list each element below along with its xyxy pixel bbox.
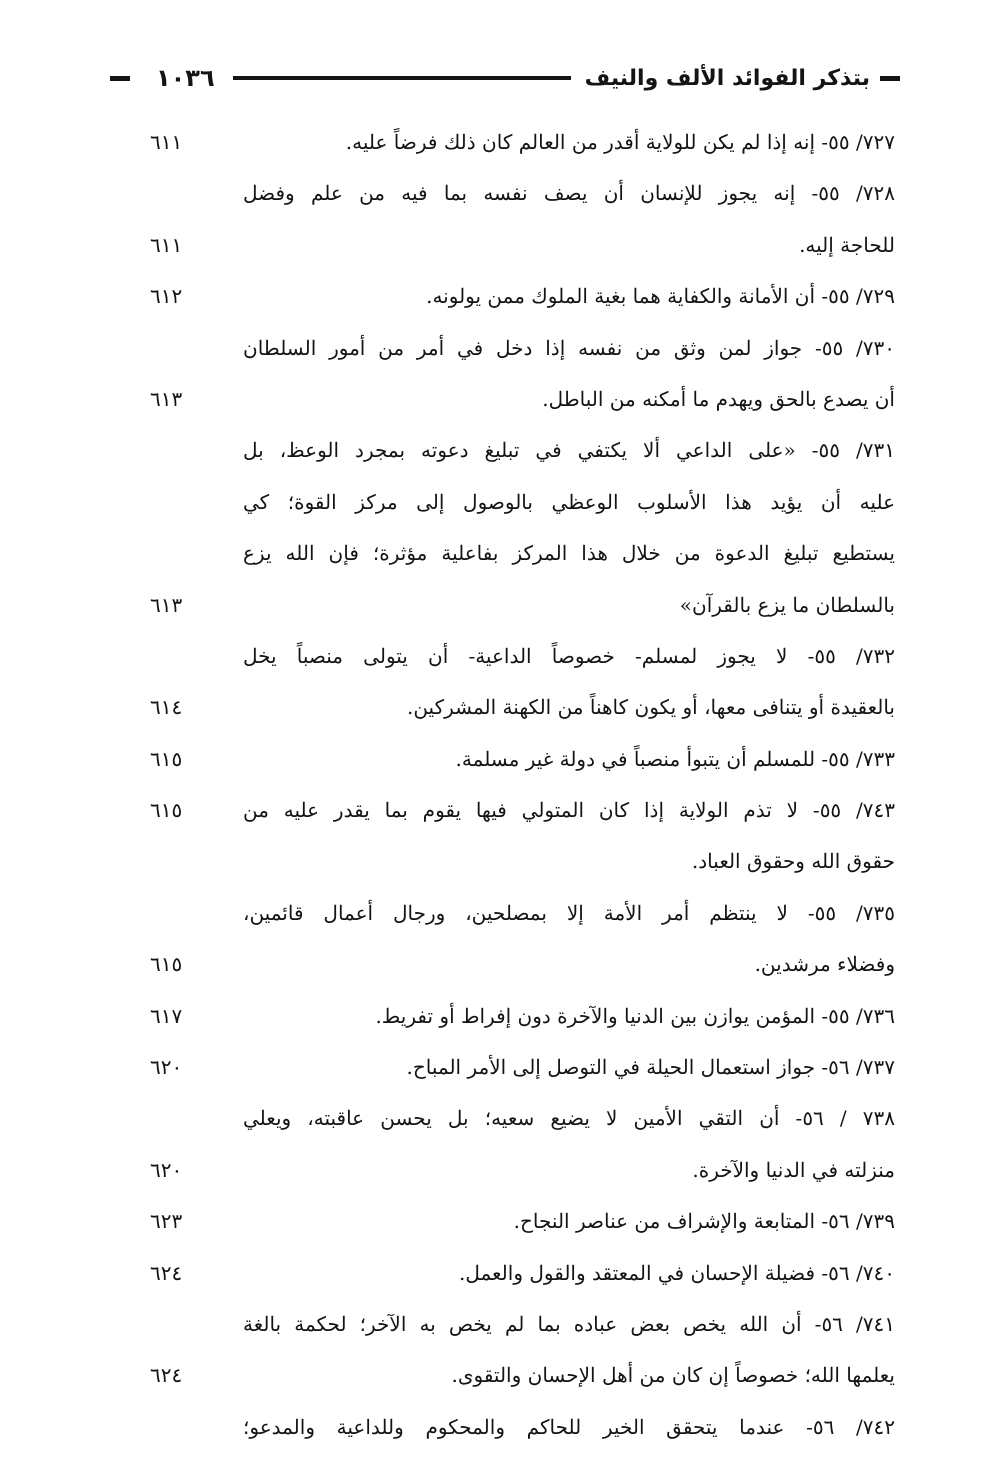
index-line [0,379,1003,430]
page-reference: ٦١١ [150,130,183,154]
index-line [0,122,1003,173]
index-line [0,944,1003,995]
entry-text: ٧٣١/ ٥٥- «على الداعي ألا يكتفي في تبليغ دعوته بمجرد الوعظ، بل [243,438,895,463]
index-line [0,996,1003,1047]
entry-text: عليه أن يؤيد هذا الأسلوب الوعظي بالوصول إلى مركز القوة؛ كي [243,489,895,514]
entry-text: للحاجة إليه. [799,232,895,257]
index-line [0,1047,1003,1098]
page-reference: ٦١٧ [150,1003,183,1028]
index-line [0,739,1003,790]
entry-text: ٧٣٦/ ٥٥- المؤمن يوازن بين الدنيا والآخرة دون إفراط أو تفريط. [375,1003,895,1028]
entry-text: ٧٤٢/ ٥٦- عندما يتحقق الخير للحاكم والمحكوم وللداعية والمدعو؛ [243,1414,895,1439]
index-line [0,636,1003,687]
page-reference: ٦١٥ [150,952,183,977]
page-reference: ٦٢٣ [150,1209,183,1234]
index-line [0,841,1003,892]
entry-text: وفضلاء مرشدين. [754,952,895,977]
page-reference: ٦٢٤ [150,1260,183,1285]
entry-text: بالعقيدة أو يتنافى معها، أو يكون كاهناً من الكهنة المشركين. [406,695,895,720]
index-line [0,276,1003,327]
header-rule [233,76,571,80]
index-line [0,790,1003,841]
page-reference: ٦١٥ [150,798,183,823]
index-line [0,1407,1003,1458]
page-reference: ٦١١ [150,232,183,257]
index-line [0,173,1003,224]
entry-text: ٧٢٨/ ٥٥- إنه يجوز للإنسان أن يصف نفسه بما فيه من علم وفضل [243,181,895,206]
entry-text: ٧٤١/ ٥٦- أن الله يخص بعض عباده بما لم يخص به الآخر؛ لحكمة بالغة [243,1311,895,1336]
entry-text: حقوق الله وحقوق العباد. [691,849,895,874]
page-reference: ٦٢٠ [150,1157,183,1182]
page-reference: ٦١٣ [150,592,183,617]
page-reference: ٦١٢ [150,284,183,309]
page-reference: ٦١٥ [150,746,183,771]
entry-text: أن يصدع بالحق ويهدم ما أمكنه من الباطل. [542,386,895,411]
entry-text: ٧٣٥/ ٥٥- لا ينتظم أمر الأمة إلا بمصلحين، ورجال أعمال قائمين، [243,900,895,925]
page-reference: ٦١٤ [150,695,183,720]
index-line [0,1150,1003,1201]
running-title: بتذكر الفوائد الألف والنيف [584,65,870,91]
index-line [0,328,1003,379]
entry-text: ٧٣٠/ ٥٥- جواز لمن وثق من نفسه إذا دخل في أمر من أمور السلطان [243,335,895,360]
index-entries [0,122,1003,1458]
index-line [0,1098,1003,1149]
page-reference: ٦٢٠ [150,1055,183,1080]
index-line [0,687,1003,738]
entry-text: ٧٢٩/ ٥٥- أن الأمانة والكفاية هما بغية الملوك ممن يولونه. [426,284,895,309]
page-number: ١٠٣٦ [156,64,215,92]
entry-text: ٧٣٩/ ٥٦- المتابعة والإشراف من عناصر النجاح. [513,1209,895,1234]
index-line [0,1201,1003,1252]
index-line [0,893,1003,944]
running-header [110,60,900,96]
entry-text: ٧٢٧/ ٥٥- إنه إذا لم يكن للولاية أقدر من العالم كان ذلك فرضاً عليه. [345,130,895,154]
entry-text: ٧٣٣/ ٥٥- للمسلم أن يتبوأ منصباً في دولة غير مسلمة. [455,746,895,771]
entry-text: منزلته في الدنيا والآخرة. [692,1157,895,1182]
entry-text: ٧٣٧/ ٥٦- جواز استعمال الحيلة في التوصل إلى الأمر المباح. [406,1055,895,1080]
entry-text: ٧٤٠/ ٥٦- فضيلة الإحسان في المعتقد والقول والعمل. [458,1260,895,1285]
index-line [0,585,1003,636]
index-line [0,482,1003,533]
entry-text: يعلمها الله؛ خصوصاً إن كان من أهل الإحسان والتقوى. [451,1363,895,1388]
page-reference: ٦١٣ [150,386,183,411]
page-reference: ٦٢٤ [150,1363,183,1388]
index-line [0,225,1003,276]
entry-text: ٧٣٢/ ٥٥- لا يجوز لمسلم- خصوصاً الداعية- أن يتولى منصباً يخل [243,643,895,668]
index-line [0,430,1003,481]
index-line [0,1253,1003,1304]
entry-text: يستطيع تبليغ الدعوة من خلال هذا المركز بفاعلية مؤثرة؛ فإن الله يزع [243,541,895,566]
index-line [0,533,1003,584]
entry-text: ٧٣٨ / ٥٦- أن التقي الأمين لا يضيع سعيه؛ بل يحسن عاقبته، ويعلي [243,1106,895,1131]
entry-text: بالسلطان ما يزع بالقرآن» [679,592,895,617]
header-dash-right [880,76,900,81]
index-line [0,1304,1003,1355]
header-dash-left [110,76,130,81]
entry-text: ٧٤٣/ ٥٥- لا تذم الولاية إذا كان المتولي فيها يقوم بما يقدر عليه من [243,798,895,823]
index-line [0,1355,1003,1406]
